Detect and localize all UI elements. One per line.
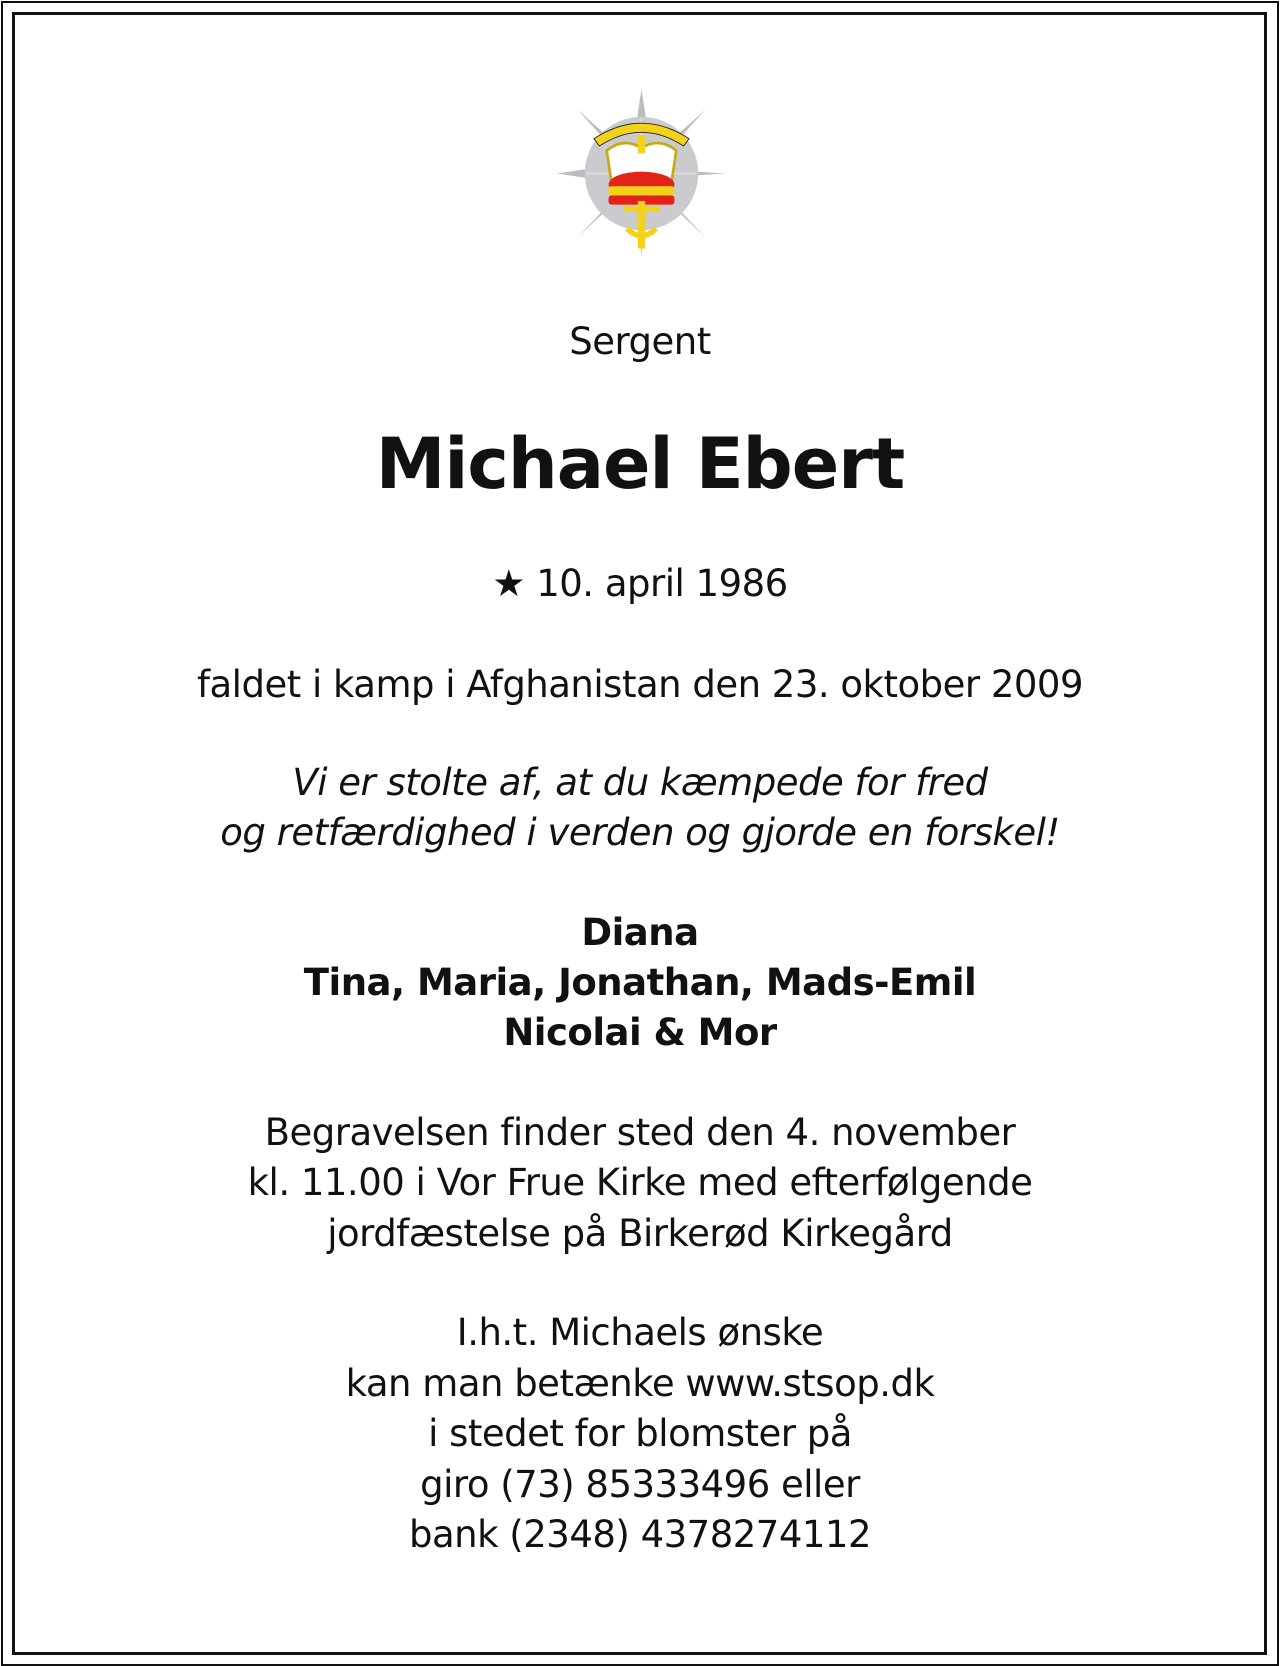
donation-line: bank (2348) 4378274112 (409, 1513, 871, 1556)
military-emblem-icon (550, 82, 733, 265)
rank: Sergent (569, 320, 711, 363)
quote-line: Vi er stolte af, at du kæmpede for fred (292, 761, 988, 804)
donation-line: kan man betænke www.stsop.dk (345, 1362, 935, 1405)
quote-line: og retfærdighed i verden og gjorde en forskel! (220, 811, 1060, 854)
birth-date: ★ 10. april 1986 (492, 562, 788, 605)
family-line: Diana (581, 911, 699, 954)
deceased-name: Michael Ebert (375, 423, 905, 505)
donation-line: i stedet for blomster på (428, 1412, 852, 1455)
donation-line: I.h.t. Michaels ønske (456, 1311, 824, 1354)
donation-line: giro (73) 85333496 eller (420, 1463, 860, 1506)
funeral-line: kl. 11.00 i Vor Frue Kirke med efterfølgende (247, 1161, 1033, 1204)
death-info: faldet i kamp i Afghanistan den 23. oktober 2009 (196, 663, 1083, 706)
family-line: Tina, Maria, Jonathan, Mads-Emil (303, 961, 977, 1004)
funeral-line: Begravelsen finder sted den 4. november (264, 1111, 1016, 1154)
funeral-line: jordfæstelse på Birkerød Kirkegård (327, 1212, 953, 1255)
family-line: Nicolai & Mor (503, 1011, 777, 1054)
